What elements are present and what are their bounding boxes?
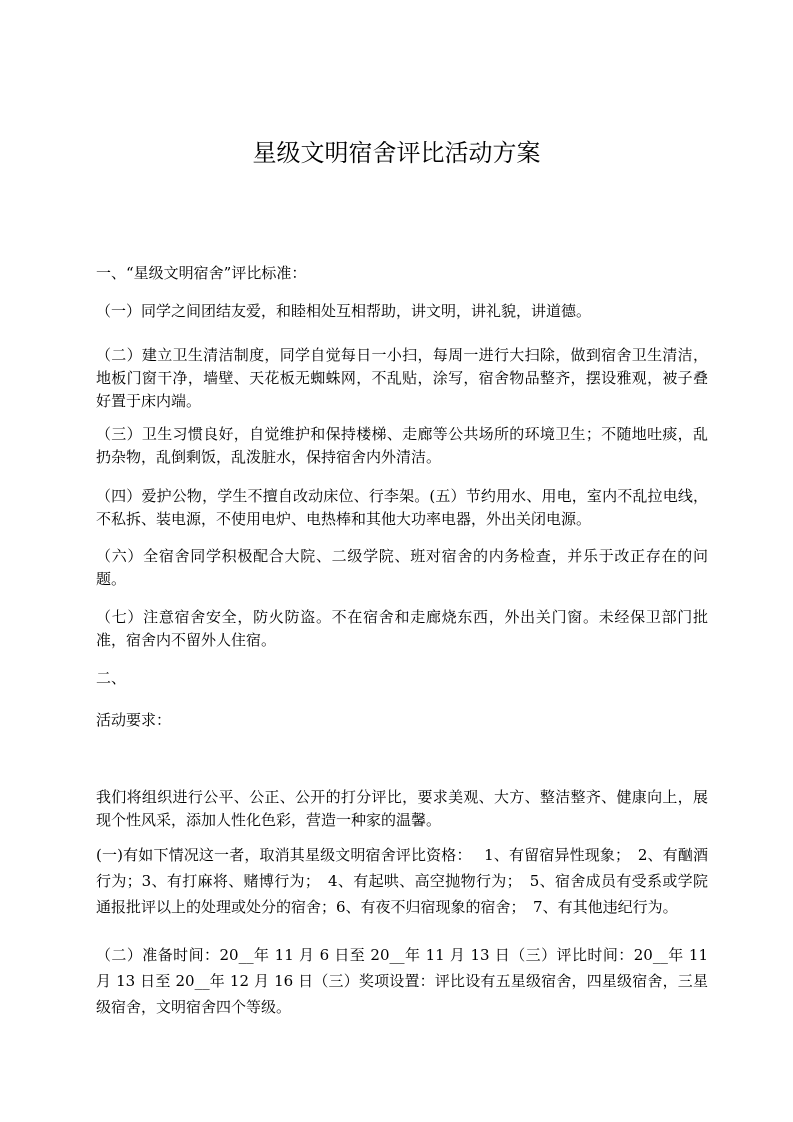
paragraph-item-1: （一）同学之间团结友爱，和睦相处互相帮助，讲文明，讲礼貌，讲道德。 (96, 302, 592, 320)
paragraph-requirements: 我们将组织进行公平、公正、公开的打分评比，要求美观、大方、整洁整齐、健康向上，展现个性风采，添加人性化色彩，营造一种家的温馨。 (96, 788, 708, 829)
section-two-heading: 二、 (96, 669, 127, 687)
paragraph-item-3: （三）卫生习惯良好，自觉维护和保持楼梯、走廊等公共场所的环境卫生；不随地吐痰，乱扔杂物，乱倒剩饭，乱泼脏水，保持宿舍内外清洁。 (96, 425, 708, 466)
paragraph-item-6: （六）全宿舍同学积极配合大院、二级学院、班对宿舍的内务检查，并乐于改正存在的问题。 (96, 547, 708, 588)
paragraph-schedule-awards: （二）准备时间：20__年 11 月 6 日至 20__年 11 月 13 日（三）评比时间：20__年 11 月 13 日至 20__年 12 月 16 日（三）奖项设置：评比设有五星级宿舍，四星级宿舍，三星级宿舍，文明宿舍四个等级。 (96, 946, 708, 1016)
paragraph-item-4: （四）爱护公物，学生不擅自改动床位、行李架。(五）节约用水、用电，室内不乱拉电线，不私拆、装电源，不使用电炉、电热棒和其他大功率电器，外出关闭电源。 (96, 487, 708, 528)
document-title: 星级文明宿舍评比活动方案 (252, 139, 541, 167)
paragraph-item-7: （七）注意宿舍安全，防火防盗。不在宿舍和走廊烧东西，外出关门窗。未经保卫部门批准，宿舍内不留外人住宿。 (96, 608, 708, 649)
section-one-heading: 一、“星级文明宿舍”评比标准： (96, 264, 307, 282)
activity-requirements-heading: 活动要求： (96, 711, 172, 729)
paragraph-disqualification: (一)有如下情况这一者，取消其星级文明宿舍评比资格： 1、有留宿异性现象； 2、有酗酒行为；3、有打麻将、赌博行为； 4、有起哄、高空抛物行为； 5、宿舍成员有受系或学院通报批评以上的处理或处分的宿舍；6、有夜不归宿现象的宿舍； 7、有其他违纪行为。 (96, 846, 708, 916)
paragraph-item-2: （二）建立卫生清洁制度，同学自觉每日一小扫，每周一进行大扫除，做到宿舍卫生清洁，地板门窗干净，墙壁、天花板无蜘蛛网，不乱贴，涂写，宿舍物品整齐，摆设雅观，被子叠好置于床内端。 (96, 346, 708, 410)
